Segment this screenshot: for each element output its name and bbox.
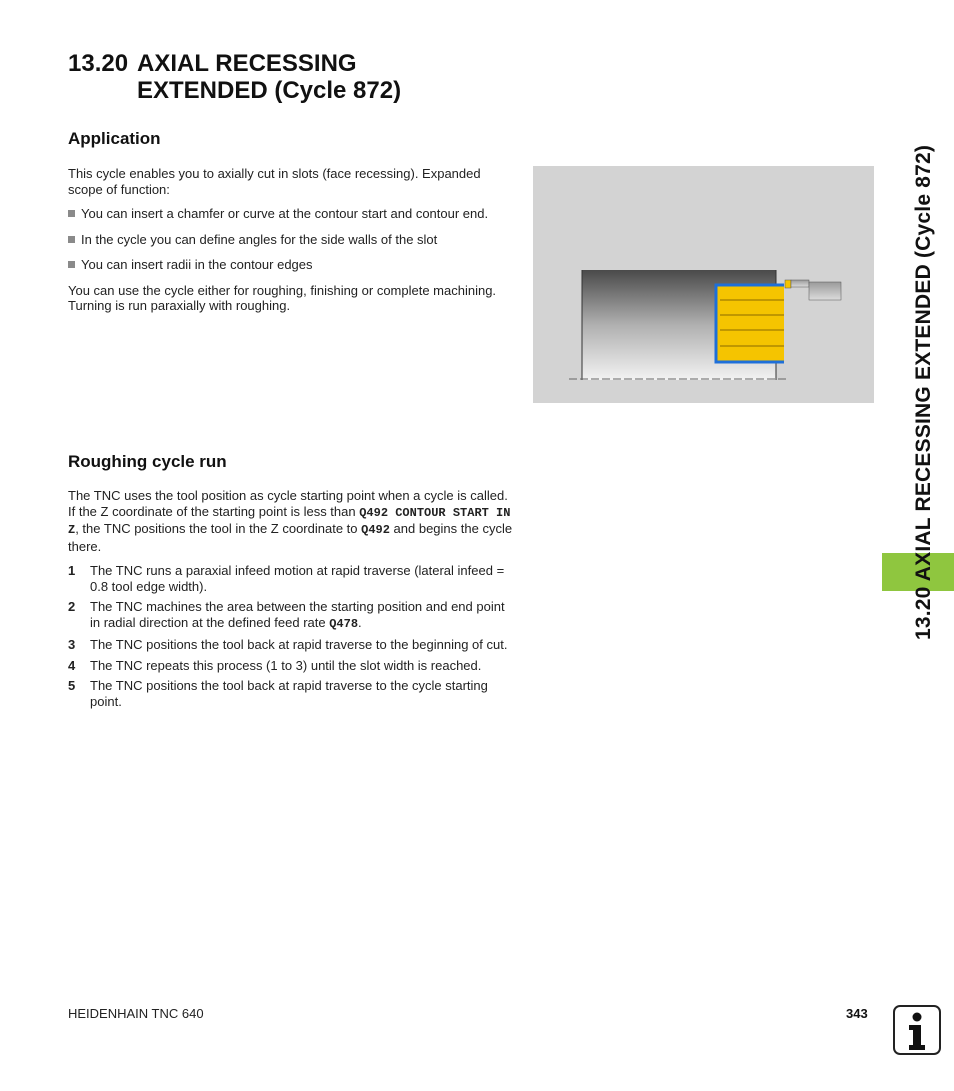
application-body: [68, 166, 513, 314]
list-item: [68, 232, 513, 248]
step-text: The TNC repeats this process (1 to 3) until the slot width is reached.: [90, 657, 482, 673]
step-number: 3: [68, 637, 76, 652]
bullet-text: In the cycle you can define angles for the side walls of the slot: [81, 231, 438, 247]
param-q492: Q492: [361, 523, 390, 537]
side-title-text: 13.20 AXIAL RECESSING EXTENDED (Cycle 872): [912, 144, 935, 640]
info-glyph: [895, 1007, 939, 1053]
param-q478: Q478: [329, 616, 359, 631]
step-text: .: [358, 614, 362, 630]
side-running-title: [888, 40, 954, 650]
chapter-title: AXIAL RECESSING EXTENDED (Cycle 872): [137, 50, 402, 104]
tool-holder: [809, 282, 841, 300]
roughing-intro: [68, 488, 513, 554]
step-text: The TNC positions the tool back at rapid traverse to the beginning of cut.: [90, 637, 508, 652]
tool-insert: [785, 280, 791, 288]
recessing-diagram: [533, 166, 874, 403]
list-item: [68, 206, 513, 222]
axial-recessing-figure: [533, 166, 874, 403]
list-item: [68, 599, 513, 632]
bullet-text: You can insert radii in the contour edges: [81, 257, 313, 272]
step-text: The TNC runs a paraxial infeed motion at rapid traverse (lateral infeed = 0.8 tool edge width).: [90, 563, 505, 594]
bullet-square-icon: [68, 236, 75, 243]
application-outro: You can use the cycle either for roughing, finishing or complete machining. Turning is run paraxially with roughing.: [68, 282, 497, 313]
intro-text: , the TNC positions the tool in the Z coordinate to: [75, 521, 362, 536]
application-intro: This cycle enables you to axially cut in slots (face recessing). Expanded scope of function:: [68, 166, 481, 197]
page-number: 343: [846, 1006, 868, 1021]
step-number: 5: [68, 678, 76, 693]
step-number: 1: [68, 563, 76, 578]
bullet-square-icon: [68, 261, 75, 268]
bullet-text: You can insert a chamfer or curve at the contour start and contour end.: [81, 206, 489, 221]
intro-text: The TNC uses the tool position as cycle starting point when a cycle is called. If the Z coordinate of the starting point is less than: [68, 488, 508, 519]
slot-area: [716, 286, 784, 362]
roughing-heading: Roughing cycle run: [68, 452, 227, 471]
step-number: 4: [68, 657, 76, 673]
list-item: [68, 563, 513, 594]
step-text: The TNC machines the area between the starting position and end point in radial direction at the defined feed rate: [90, 599, 505, 630]
info-icon: [893, 1005, 941, 1055]
list-item: [68, 678, 513, 709]
application-heading: Application: [68, 129, 161, 148]
list-item: [68, 257, 513, 273]
step-number: 2: [68, 599, 76, 614]
step-text: The TNC positions the tool back at rapid traverse to the cycle starting point.: [90, 678, 488, 709]
intro-text: and begins the cycle there.: [68, 521, 513, 554]
footer-product: HEIDENHAIN TNC 640: [68, 1006, 204, 1021]
param-q492-start: Q492 CONTOUR START IN Z: [68, 505, 511, 537]
bullet-square-icon: [68, 210, 75, 217]
list-item: [68, 658, 513, 674]
chapter-number: 13.20: [68, 50, 129, 77]
list-item: [68, 637, 513, 653]
roughing-body: [68, 488, 513, 709]
